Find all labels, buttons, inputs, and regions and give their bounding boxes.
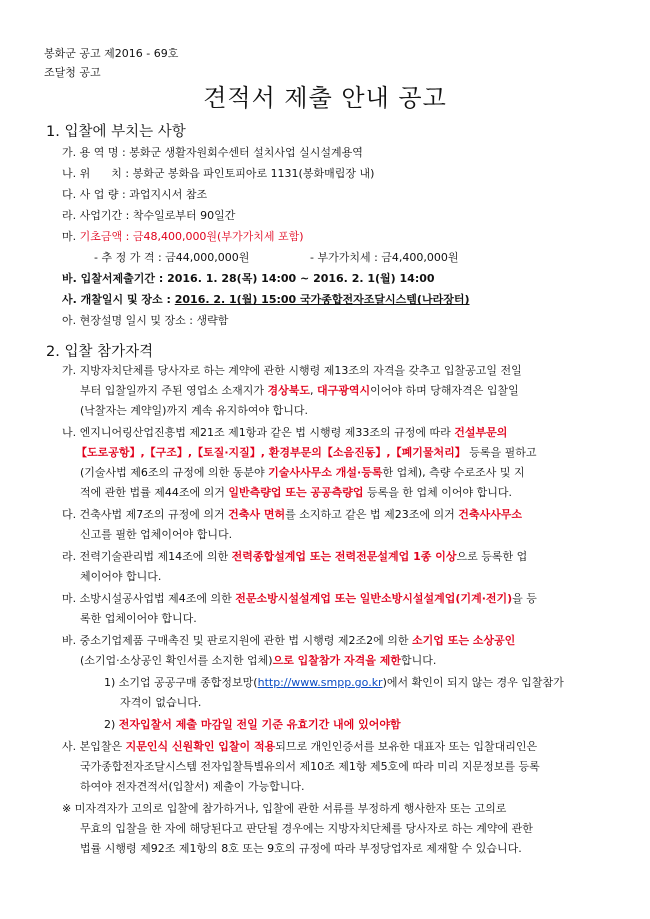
s2-ga-line1: 가. 지방자치단체를 당사자로 하는 계약에 관한 시행령 제13조의 자격을 갖추고 입찰공고일 전일 [62,364,522,377]
s2-na-line4 [80,486,512,500]
s2-na-law: (기술사법 제6조의 규정에 의한 동분야 [80,466,269,479]
s2-ba-tail: 합니다. [400,654,437,667]
s1-opening-date: 2016. 2. 1(월) 15:00 국가종합전자조달시스템(나라장터) [174,293,470,306]
s2-ba-sub2-no: 2) [104,718,119,731]
s2-ga-tail: 이어야 하며 당해자격은 입찰일 [370,384,519,397]
notice-number: 봉화군 공고 제2016 - 69호 [44,47,179,60]
s2-ba-sub2 [104,718,401,732]
s2-ba-line2 [80,654,436,668]
s2-ma-line2: 록한 업체이어야 합니다. [80,612,197,625]
s2-sa-tail: 되므로 개인인증서를 보유한 대표자 또는 입찰대리인은 [275,740,538,753]
s2-da-line1 [62,508,522,522]
s2-ba-sub2-text: 전자입찰서 제출 마감일 전일 기준 유효기간 내에 있어야함 [118,718,401,731]
s2-sa-fingerprint: 지문인식 신원확인 입찰이 적용 [125,740,276,753]
s2-na-construction: 건설부문의 [454,426,508,439]
s2-na-text: 나. 엔지니어링산업진흥법 제21조 제1항과 같은 법 시행령 제33조의 규정에 따라 [62,426,455,439]
s1-estimated-price: - 추 정 가 격 : 금44,000,000원 [94,251,250,264]
s2-na-survey: 한 업체), 측량 수로조사 및 지 [382,466,525,479]
s2-ba-line1 [62,634,515,648]
s2-da-license: 건축사 면허 [228,508,286,521]
s2-na-office: 기술사사무소 개설·등록 [268,466,383,479]
s2-sa-line2: 국가종합전자조달시스템 전자입찰특별유의서 제10조 제1항 제5호에 따라 미리 지문정보를 등록 [80,760,540,773]
s2-na-survey-business: 일반측량업 또는 공공측량업 [228,486,364,499]
s2-note-line2: 무효의 입찰을 한 자에 해당된다고 판단될 경우에는 지방자치단체를 당사자로 하는 계약에 관한 [80,822,533,835]
s2-da-mid: 를 소지하고 같은 법 제23조에 의거 [285,508,459,521]
s2-ma-tail: 을 등 [512,592,537,605]
s2-ba-sub1-tail: )에서 확인이 되지 않는 경우 입찰참가 [382,676,564,689]
s2-ra-line2: 체이어야 합니다. [80,570,162,583]
s1-ga-label: 가. 용 역 명 : [62,146,126,159]
s2-ma-fire: 전문소방시설설계업 또는 일반소방시설설계업(기계·전기) [235,592,513,605]
s2-sa-line3: 하여야 전자견적서(입찰서) 제출이 가능합니다. [80,780,305,793]
s2-na-fields: 【도로공항】,【구조】,【토질·지질】, 환경부문의【소음진동】,【폐기물처리】 [76,446,466,459]
s1-item-a: 아. 현장설명 일시 및 장소 : 생략함 [62,314,229,327]
section-1-heading: 1. 입찰에 부치는 사항 [46,124,186,140]
s2-sa-text: 사. 본입찰은 [62,740,126,753]
section-2-heading: 2. 입찰 참가자격 [46,344,154,360]
s1-item-ma [62,230,304,244]
s2-ba-text: 바. 중소기업제품 구매촉진 및 판로지원에 관한 법 시행령 제2조2에 의한 [62,634,412,647]
s2-note-line3: 법률 시행령 제92조 제1항의 8호 또는 9호의 규정에 따라 부정당업자로 제재할 수 있습니다. [80,842,522,855]
s1-item-ra: 라. 사업기간 : 착수일로부터 90일간 [62,209,236,222]
s2-region-daegu: 대구광역시 [317,384,371,397]
s2-ra-tail: 으로 등록한 업 [456,550,528,563]
s1-item-na [62,167,374,181]
s1-vat: - 부가가치세 : 금4,400,000원 [310,251,459,264]
smpp-link[interactable]: http://www.smpp.go.kr [257,676,383,689]
s2-ma-text: 마. 소방시설공사업법 제4조에 의한 [62,592,236,605]
s1-sa-prefix: 사. 개찰일시 및 장소 : [62,293,175,306]
s2-ra-text: 라. 전력기술관리법 제14조에 의한 [62,550,232,563]
s2-ba-sub1-text: 1) 소기업 공공구매 종합정보망( [104,676,258,689]
s2-ga-line3: (낙찰자는 계약일)까지 계속 유지하여야 합니다. [80,404,308,417]
issuing-department: 조달청 공고 [44,66,101,79]
s1-base-amount: 기초금액 : 금48,400,000원(부가가치세 포함) [79,230,304,243]
s2-da-office: 건축사사무소 [458,508,522,521]
s2-ra-electric: 전력종합설계업 또는 전력전문설계업 1종 이상 [231,550,457,563]
s2-ga-line2 [80,384,519,398]
s2-ma-line1 [62,592,537,606]
s2-da-line2: 신고를 필한 업체이어야 합니다. [80,528,233,541]
s2-ga-text: 부터 입찰일까지 주된 영업소 소재지가 [80,384,268,397]
s2-na-line1 [62,426,507,440]
s2-ba-cert: (소기업·소상공인 확인서를 소지한 업체) [80,654,273,667]
s2-note-line1: ※ 미자격자가 고의로 입찰에 참가하거나, 입찰에 관한 서류를 부정하게 행사한자 또는 고의로 [62,802,507,815]
s2-ba-small-business: 소기업 또는 소상공인 [412,634,516,647]
page-title: 견적서 제출 안내 공고 [203,84,447,112]
s1-item-ba: 바. 입찰서제출기간 : 2016. 1. 28(목) 14:00 ~ 2016. 2. 1(월) 14:00 [62,272,435,285]
s1-na-value: 봉화군 봉화읍 파인토피아로 1131(봉화매립장 내) [132,167,375,180]
s2-na-tail: 등록을 한 업체 이어야 합니다. [363,486,513,499]
s2-ba-sub1-line1 [104,676,564,690]
s2-ga-sep: , [310,384,318,397]
s2-region-gyeongbuk: 경상북도 [267,384,311,397]
s1-item-da: 다. 사 업 량 : 과업지시서 참조 [62,188,208,201]
s1-ma-prefix: 마. [62,230,80,243]
s1-na-label: 나. 위 치 : [62,167,130,180]
s2-sa-line1 [62,740,537,754]
s2-da-text: 다. 건축사법 제7조의 규정에 의거 [62,508,229,521]
s2-ba-restrict: 으로 입찰참가 자격을 제한 [272,654,401,667]
s1-ga-value: 봉화군 생활자원회수센터 설치사업 실시설계용역 [129,146,363,159]
s1-item-sa [62,293,469,307]
s2-ra-line1 [62,550,527,564]
s2-na-law2: 적에 관한 법률 제44조에 의거 [80,486,229,499]
s1-item-ga [62,146,363,160]
s2-na-line2 [76,446,537,460]
s2-na-line3 [80,466,525,480]
s2-na-register: 등록을 필하고 [469,446,537,459]
s2-ba-sub1-line2: 자격이 없습니다. [120,696,202,709]
